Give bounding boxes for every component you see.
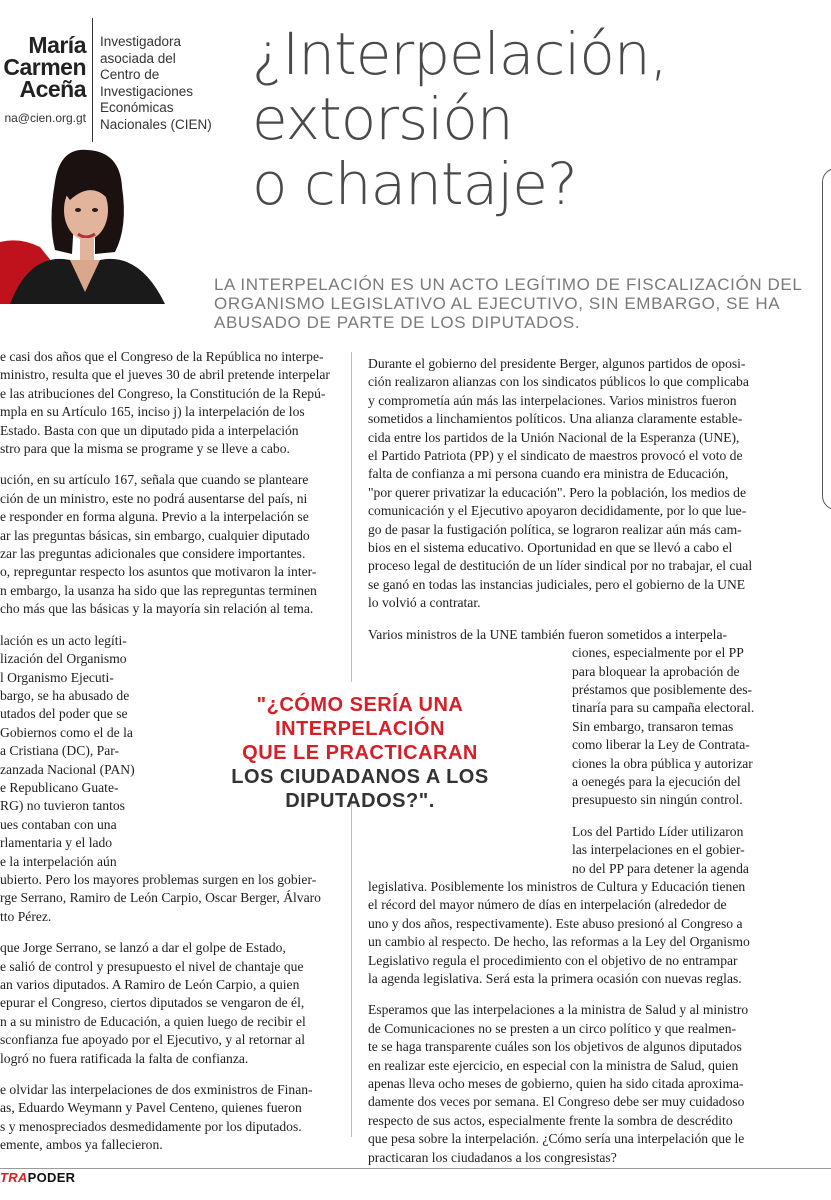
text-line: ubierto. Pero los mayores problemas surgen en los gobier-: [0, 871, 317, 887]
text-line: mpla en su Artículo 165, inciso j) la interpelación de los: [0, 404, 305, 420]
paragraph: [368, 355, 764, 613]
text-line: se ganó en todas las instancias judiciales, pero el gobierno de la UNE: [368, 576, 746, 592]
paragraph: [0, 348, 332, 458]
text-line: l Organismo Ejecuti-: [0, 669, 114, 685]
text-line: préstamos que posiblemente des-: [572, 681, 753, 697]
text-line: RG) no tuvieron tantos: [0, 798, 125, 814]
author-bio-line: asociada del: [100, 50, 176, 66]
pull-quote-line: QUE LE PRACTICARAN: [242, 742, 478, 764]
text-line: comunicación y el Ejecutivo apoyaron decididamente, por lo que lue-: [368, 503, 747, 519]
text-line: ción de un ministro, este no podrá ausentarse del país, ni: [0, 490, 308, 506]
text-line: lación es un acto legíti-: [0, 632, 127, 648]
text-line: ministro, resulta que el jueves 30 de abril pretende interpelar: [0, 367, 330, 383]
text-line: Legislativo regula el procedimiento con el objetivo de no entrampar: [368, 952, 738, 968]
text-line: e las atribuciones del Congreso, la Constitución de la Repú-: [0, 385, 326, 401]
text-line: en realizar este ejercicio, en especial con la ministra de Salud, quien: [368, 1057, 739, 1073]
text-line: respecto de sus actos, especialmente frente la sombra de descrédito: [368, 1112, 733, 1128]
text-line: uno y dos años, respectivamente). Este abuso presionó al Congreso a: [368, 915, 743, 931]
lead-line: ORGANISMO LEGISLATIVO AL EJECUTIVO, SIN EMBARGO, SE HA: [214, 294, 781, 313]
text-line: a oenegés para la ejecución del: [572, 773, 741, 789]
text-line: n a su ministro de Educación, a quien luego de recibir el: [0, 1013, 306, 1029]
text-line: n embargo, la usanza ha sido que las repreguntas terminen: [0, 582, 317, 598]
paragraph: [0, 471, 332, 618]
text-line: Varios ministros de la UNE también fueron sometidos a interpela-: [368, 626, 728, 642]
text-line: ución, en su artículo 167, señala que cuando se planteare: [0, 472, 309, 488]
text-line: epurar el Congreso, ciertos diputados se vengaron de él,: [0, 995, 305, 1011]
text-line: Gobiernos como el de la: [0, 724, 133, 740]
text-line: an varios diputados. A Ramiro de León Carpio, a quien: [0, 977, 300, 992]
paragraph: [0, 1081, 332, 1155]
text-line: para bloquear la aprobación de: [572, 663, 740, 679]
article-title: [252, 22, 722, 217]
text-line: rge Serrano, Ramiro de León Carpio, Oscar Berger, Álvaro: [0, 890, 321, 906]
text-line: Durante el gobierno del presidente Berger, algunos partidos de oposi-: [368, 356, 746, 371]
paragraph: [368, 823, 764, 989]
paragraph: [368, 1001, 764, 1167]
author-name-line: Carmen: [3, 54, 86, 80]
text-line: las interpelaciones en el gobier-: [572, 842, 745, 858]
text-line: a Cristiana (DC), Par-: [0, 743, 120, 759]
text-line: zar las preguntas adicionales que considere importantes.: [0, 546, 306, 562]
text-line: te se haga transparente cuáles son los objetivos de algunos diputados: [368, 1039, 742, 1055]
text-line: ues contaban con una: [0, 816, 117, 832]
text-line: emente, ambos ya fallecieron.: [0, 1137, 163, 1153]
author-bio: [100, 34, 240, 133]
author-bio-line: Investigaciones: [100, 83, 194, 99]
logo-dark-part: PODER: [27, 1170, 76, 1185]
magazine-logo: [0, 1170, 75, 1185]
text-line: rlamentaria y el lado: [0, 835, 113, 851]
text-line: s y menospreciados desmedidamente por los diputados.: [0, 1118, 302, 1134]
text-line: e la interpelación aún: [0, 853, 117, 869]
text-line: "por querer privatizar la educación". Pero la población, los medios de: [368, 484, 746, 500]
text-line: lo volvió a contratar.: [368, 595, 481, 611]
author-name-line: María: [28, 32, 86, 58]
text-line: tinaría para su campaña electoral.: [572, 700, 755, 716]
text-line: apenas lleva ocho meses de gobierno, quien ha sido citada aproxima-: [368, 1076, 744, 1092]
text-line: ar las preguntas básicas, sin embargo, cualquier diputado: [0, 527, 310, 543]
title-line: o chantaje?: [252, 150, 577, 218]
author-name-line: Aceña: [19, 76, 86, 102]
author-email[interactable]: na@cien.org.gt: [4, 111, 86, 125]
text-line: utados del poder que se: [0, 706, 128, 722]
text-line: logró no fuera ratificada la falta de confianza.: [0, 1050, 249, 1066]
pull-quote-line: LOS CIUDADANOS A LOS DIPUTADOS?".: [231, 766, 489, 812]
lead-line: LA INTERPELACIÓN ES UN ACTO LEGÍTIMO DE FISCALIZACIÓN DEL: [214, 275, 803, 294]
article-lead: [214, 275, 803, 332]
text-line: ciones la obra pública y autorizar: [572, 755, 753, 771]
text-line: stro para que la misma se programe y se lleve a cabo.: [0, 441, 290, 457]
text-line: bargo, se ha abusado de: [0, 687, 130, 703]
text-line: bios en el sistema educativo. Oportunidad en que se llevó a cabo el: [368, 540, 733, 556]
text-line: Estado. Basta con que un diputado pida a interpelación: [0, 422, 299, 438]
text-line: e casi dos años que el Congreso de la República no interpe-: [0, 349, 324, 364]
title-line: extorsión: [252, 85, 513, 153]
text-line: go de pasar la fustigación política, se lograron realizar aún más cam-: [368, 521, 742, 537]
text-line: lización del Organismo: [0, 651, 127, 667]
text-line: e Republicano Guate-: [0, 779, 119, 795]
pull-quote: [180, 693, 540, 813]
text-line: Sin embargo, transaron temas: [572, 718, 734, 734]
author-divider: [92, 18, 93, 143]
text-line: que Jorge Serrano, se lanzó a dar el golpe de Estado,: [0, 940, 286, 956]
text-line: el Partido Patriota (PP) y el sindicato de maestros provocó el voto de: [368, 448, 743, 464]
sidebar-card-outline: [822, 168, 831, 510]
paragraph: [0, 939, 332, 1068]
text-line: as, Eduardo Weymann y Pavel Centeno, quienes fueron: [0, 1100, 302, 1116]
text-line: ciones, especialmente por el PP: [572, 645, 744, 661]
author-bio-line: Centro de: [100, 67, 160, 82]
author-bio-line: Económicas: [100, 100, 174, 115]
text-line: zanzada Nacional (PAN): [0, 761, 135, 777]
text-line: la agenda legislativa. Será esta la primera ocasión con nuevas reglas.: [368, 971, 742, 986]
text-line: y comprometía aún más las interpelaciones. Varios ministros fueron: [368, 392, 737, 408]
text-line: sconfianza fue apoyado por el Ejecutivo, y al retornar al: [0, 1032, 305, 1048]
text-line: cho más que las básicas y la mayoría sin relación al tema.: [0, 601, 314, 617]
text-line: sometidos a linchamientos políticos. Una alianza claramente estable-: [368, 411, 743, 427]
lead-line: ABUSADO DE PARTE DE LOS DIPUTADOS.: [214, 313, 581, 332]
title-line: ¿Interpelación,: [252, 20, 668, 88]
text-line: Los del Partido Líder utilizaron: [572, 823, 744, 839]
text-line: e responder en forma alguna. Previo a la interpelación se: [0, 509, 309, 525]
text-line: tto Pérez.: [0, 908, 52, 924]
text-line: un cambio al respecto. De hecho, las reformas a la Ley del Organismo: [368, 934, 750, 950]
text-line: Esperamos que las interpelaciones a la ministra de Salud y al ministro: [368, 1002, 749, 1018]
text-line: falta de confianza a mi persona cuando era ministra de Educación,: [368, 466, 729, 482]
text-line: de Comunicaciones no se presten a un circo político y que realmen-: [368, 1020, 737, 1036]
author-portrait: [0, 142, 165, 304]
text-line: que pesa sobre la interpelación. ¿Cómo sería una interpelación que le: [368, 1131, 745, 1147]
text-line: practicaran los ciudadanos a los congresistas?: [368, 1149, 617, 1165]
pull-quote-line: "¿CÓMO SERÍA UNA INTERPELACIÓN: [256, 694, 464, 740]
text-line: cida entre los partidos de la Unión Nacional de la Esperanza (UNE),: [368, 429, 740, 445]
footer-rule: [0, 1168, 831, 1169]
author-bio-line: Nacionales (CIEN): [100, 116, 212, 132]
text-line: o, repreguntar respecto los asuntos que motivaron la inter-: [0, 564, 317, 580]
text-line: como liberar la Ley de Contrata-: [572, 737, 750, 753]
text-line: e salió de control y presupuesto el nivel de chantaje que: [0, 958, 304, 974]
text-line: el récord del mayor número de días en interpelación (alrededor de: [368, 897, 727, 913]
author-name: [0, 34, 86, 100]
logo-red-part: TRA: [0, 1170, 28, 1185]
text-line: proceso legal de destitución de un líder sindical por no trabajar, el cual: [368, 558, 753, 574]
text-line: no del PP para detener la agenda: [572, 860, 749, 876]
text-line: ción realizaron alianzas con los sindicatos públicos lo que complicaba: [368, 374, 749, 390]
text-line: legislativa. Posiblemente los ministros de Cultura y Educación tienen: [368, 878, 746, 894]
author-bio-line: Investigadora: [100, 34, 182, 49]
text-line: presupuesto sin ningún control.: [572, 792, 743, 808]
text-line: damente dos veces por semana. El Congreso debe ser muy cuidadoso: [368, 1094, 745, 1110]
text-line: e olvidar las interpelaciones de dos exministros de Finan-: [0, 1082, 313, 1098]
